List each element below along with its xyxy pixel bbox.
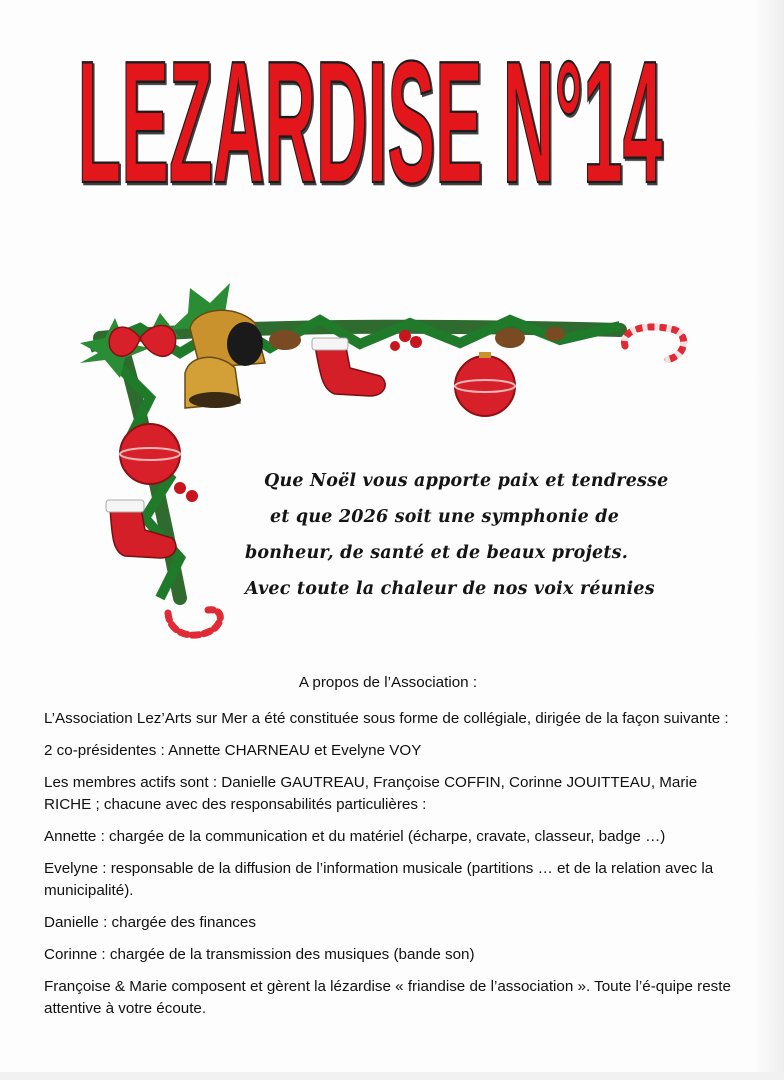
about-paragraph: Françoise & Marie composent et gèrent la lézardise « friandise de l’association ». Toute l’é-quipe reste attentive à votre écoute. <box>44 978 731 1017</box>
about-paragraph: Danielle : chargée des finances <box>44 914 256 931</box>
about-paragraph: Les membres actifs sont : Danielle GAUTREAU, Françoise COFFIN, Corinne JOUITTEAU, Marie RICHE ; chacune avec des responsabilités particulières : <box>44 774 698 813</box>
greeting-line-3: bonheur, de santé et de beaux projets. <box>245 543 628 563</box>
page-bottom-edge <box>0 1072 784 1080</box>
newsletter-title: LEZARDISE N°14 <box>77 42 663 220</box>
about-heading: A propos de l’Association : <box>298 674 478 691</box>
about-paragraph: Annette : chargée de la communication et du matériel (écharpe, cravate, classeur, badge …) <box>44 828 666 845</box>
christmas-garland-illustration <box>60 268 700 658</box>
gold-bells <box>185 310 265 408</box>
greeting-line-4: Avec toute la chaleur de nos voix réunies <box>245 579 655 599</box>
about-association-section <box>44 672 732 1030</box>
about-paragraph: Evelyne : responsable de la diffusion de l’information musicale (partitions … et de la relation avec la municipalité). <box>44 860 714 899</box>
about-paragraph: Corinne : chargée de la transmission des musiques (bande son) <box>44 946 475 963</box>
about-paragraph: L’Association Lez’Arts sur Mer a été constituée sous forme de collégiale, dirigée de la façon suivante : <box>44 710 729 727</box>
title-wordart <box>60 42 680 262</box>
greeting-line-1: Que Noël vous apporte paix et tendresse <box>264 471 669 491</box>
greeting-line-2: et que 2026 soit une symphonie de <box>270 507 620 527</box>
page-edge-shadow <box>754 0 784 1080</box>
about-paragraph: 2 co-présidentes : Annette CHARNEAU et Evelyne VOY <box>44 742 422 759</box>
